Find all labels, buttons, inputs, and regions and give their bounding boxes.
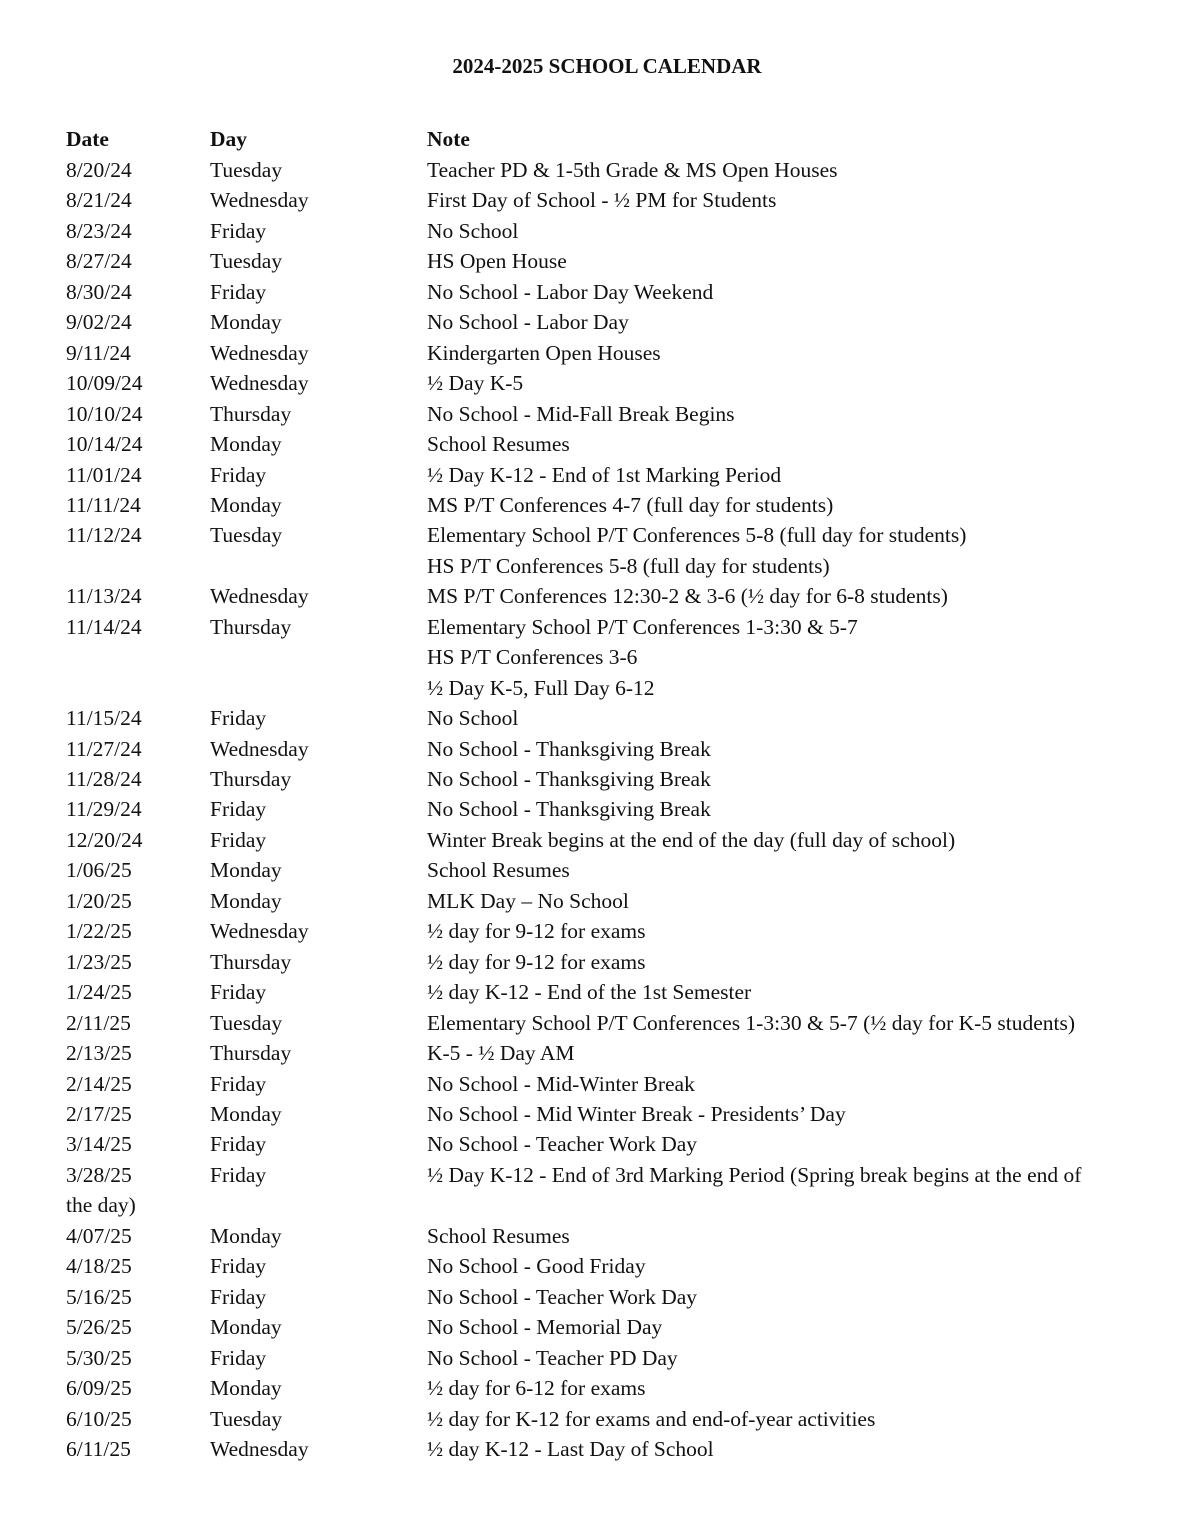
row-day: Wednesday xyxy=(210,736,309,761)
row-day: Thursday xyxy=(210,401,292,426)
table-row xyxy=(0,551,1200,581)
row-day: Monday xyxy=(210,1376,282,1400)
row-date: 11/01/24 xyxy=(66,462,142,487)
row-day: Monday xyxy=(210,858,282,883)
row-day: Friday xyxy=(210,827,267,852)
table-row xyxy=(0,916,1200,946)
row-note: HS P/T Conferences 5-8 (full day for students) xyxy=(427,553,830,578)
row-day: Friday xyxy=(210,1345,267,1370)
table-row xyxy=(0,1282,1200,1312)
row-note: HS Open House xyxy=(427,249,567,274)
table-row xyxy=(0,185,1200,215)
row-note: No School - Thanksgiving Break xyxy=(427,797,711,822)
row-date: 5/16/25 xyxy=(66,1284,132,1309)
row-date: 11/28/24 xyxy=(66,767,142,791)
table-row xyxy=(0,1221,1200,1251)
row-day: Monday xyxy=(210,432,282,457)
row-note: School Resumes xyxy=(427,1223,570,1248)
row-note: School Resumes xyxy=(427,858,570,883)
row-note: No School - Good Friday xyxy=(427,1254,646,1279)
table-row xyxy=(0,429,1200,459)
row-note: Teacher PD & 1-5th Grade & MS Open Houses xyxy=(427,158,838,182)
table-row xyxy=(0,520,1200,550)
row-note: No School - Teacher Work Day xyxy=(427,1132,698,1157)
row-note: Winter Break begins at the end of the day (full day of school) xyxy=(427,827,956,852)
header-note: Note xyxy=(427,127,470,151)
row-date: 9/11/24 xyxy=(66,340,131,365)
row-note: ½ Day K-5, Full Day 6-12 xyxy=(427,675,655,700)
row-note: K-5 - ½ Day AM xyxy=(427,1041,575,1065)
table-row xyxy=(0,1404,1200,1434)
row-note: No School - Mid-Winter Break xyxy=(427,1071,695,1096)
table-row xyxy=(0,216,1200,246)
table-row xyxy=(0,581,1200,611)
table-row xyxy=(0,642,1200,672)
row-note: MS P/T Conferences 12:30-2 & 3-6 (½ day for 6-8 students) xyxy=(427,584,948,609)
row-date: 6/10/25 xyxy=(66,1406,132,1431)
row-day: Friday xyxy=(210,1284,267,1309)
row-day: Tuesday xyxy=(210,523,283,548)
table-row xyxy=(0,1008,1200,1038)
row-day: Thursday xyxy=(210,614,292,639)
row-note: ½ day for 6-12 for exams xyxy=(427,1376,646,1400)
table-row xyxy=(0,825,1200,855)
row-note: No School xyxy=(427,706,519,731)
row-day: Friday xyxy=(210,980,267,1005)
row-date: 6/09/25 xyxy=(66,1376,132,1400)
row-day: Wednesday xyxy=(210,584,309,609)
table-row xyxy=(0,794,1200,824)
row-date: 4/07/25 xyxy=(66,1223,132,1248)
row-date: 5/30/25 xyxy=(66,1345,132,1370)
table-row xyxy=(0,1129,1200,1159)
table-row xyxy=(0,1343,1200,1373)
table-row xyxy=(0,1312,1200,1342)
row-day: Monday xyxy=(210,310,282,335)
row-day: Monday xyxy=(210,1101,282,1126)
row-date: 11/13/24 xyxy=(66,584,142,609)
row-note: Kindergarten Open Houses xyxy=(427,340,661,365)
row-day: Tuesday xyxy=(210,249,283,274)
header-date: Date xyxy=(66,127,109,151)
table-row xyxy=(0,734,1200,764)
table-row xyxy=(0,977,1200,1007)
row-note: Elementary School P/T Conferences 5-8 (full day for students) xyxy=(427,523,967,548)
row-date: 1/06/25 xyxy=(66,858,132,883)
row-note: ½ day for 9-12 for exams xyxy=(427,949,646,974)
table-row xyxy=(0,399,1200,429)
row-day: Friday xyxy=(210,218,267,243)
row-date: 11/29/24 xyxy=(66,797,142,822)
row-day: Thursday xyxy=(210,767,292,791)
table-row xyxy=(0,368,1200,398)
row-date: 11/11/24 xyxy=(66,492,141,517)
row-date: 2/13/25 xyxy=(66,1041,132,1065)
row-day: Monday xyxy=(210,888,282,913)
row-note: No School - Mid-Fall Break Begins xyxy=(427,401,735,426)
row-date: 11/14/24 xyxy=(66,614,142,639)
table-row xyxy=(0,1373,1200,1403)
table-row xyxy=(0,246,1200,276)
row-note: ½ Day K-5 xyxy=(427,371,524,396)
row-note: HS P/T Conferences 3-6 xyxy=(427,645,638,670)
row-date: 3/14/25 xyxy=(66,1132,132,1157)
row-date: 10/14/24 xyxy=(66,432,143,457)
table-row xyxy=(0,764,1200,794)
table-row xyxy=(0,1069,1200,1099)
row-note: ½ day K-12 - End of the 1st Semester xyxy=(427,980,752,1005)
row-date: 4/18/25 xyxy=(66,1254,132,1279)
row-date: 8/30/24 xyxy=(66,279,132,304)
row-date: 2/14/25 xyxy=(66,1071,132,1096)
row-note: ½ Day K-12 - End of 3rd Marking Period (Spring break begins at the end of xyxy=(427,1162,1082,1187)
table-header xyxy=(0,124,1200,154)
row-date: 11/12/24 xyxy=(66,523,142,548)
row-date: 8/27/24 xyxy=(66,249,132,274)
row-day: Friday xyxy=(210,1254,267,1279)
row-note: ½ day for K-12 for exams and end-of-year activities xyxy=(427,1406,876,1431)
row-date: 1/22/25 xyxy=(66,919,132,944)
row-day: Friday xyxy=(210,797,267,822)
row-day: Wednesday xyxy=(210,371,309,396)
table-row xyxy=(0,338,1200,368)
table-row xyxy=(0,703,1200,733)
row-day: Friday xyxy=(210,1071,267,1096)
page-title: 2024-2025 SCHOOL CALENDAR xyxy=(452,54,762,78)
row-note: No School - Teacher Work Day xyxy=(427,1284,698,1309)
row-note: No School xyxy=(427,218,519,243)
table-row xyxy=(0,490,1200,520)
row-note: ½ day K-12 - Last Day of School xyxy=(427,1436,714,1461)
row-date: 3/28/25 xyxy=(66,1162,132,1187)
row-day: Monday xyxy=(210,492,282,517)
row-date: 1/24/25 xyxy=(66,980,132,1005)
table-row xyxy=(0,855,1200,885)
row-date: 2/17/25 xyxy=(66,1101,132,1126)
row-date: 5/26/25 xyxy=(66,1315,132,1340)
row-day: Friday xyxy=(210,462,267,487)
table-row xyxy=(0,673,1200,703)
row-day: Thursday xyxy=(210,1041,292,1065)
row-note: No School - Thanksgiving Break xyxy=(427,736,711,761)
table-row xyxy=(0,947,1200,977)
row-date: the day) xyxy=(66,1193,136,1218)
row-day: Friday xyxy=(210,1132,267,1157)
row-date: 8/21/24 xyxy=(66,188,132,213)
row-day: Wednesday xyxy=(210,919,309,944)
row-day: Friday xyxy=(210,1162,267,1187)
table-row xyxy=(0,1434,1200,1464)
header-day: Day xyxy=(210,127,248,151)
row-note: No School - Thanksgiving Break xyxy=(427,767,711,791)
row-date: 2/11/25 xyxy=(66,1010,131,1035)
table-row xyxy=(0,1160,1200,1190)
row-date: 11/27/24 xyxy=(66,736,142,761)
row-day: Friday xyxy=(210,279,267,304)
row-note: Elementary School P/T Conferences 1-3:30 & 5-7 (½ day for K-5 students) xyxy=(427,1010,1076,1035)
row-note: MLK Day – No School xyxy=(427,888,629,913)
row-note: MS P/T Conferences 4-7 (full day for students) xyxy=(427,492,834,517)
table-row xyxy=(0,1190,1200,1220)
row-day: Monday xyxy=(210,1315,282,1340)
table-row xyxy=(0,1099,1200,1129)
table-row xyxy=(0,1038,1200,1068)
table-row xyxy=(0,460,1200,490)
row-day: Tuesday xyxy=(210,158,283,182)
row-day: Wednesday xyxy=(210,188,309,213)
row-date: 11/15/24 xyxy=(66,706,142,731)
table-row xyxy=(0,886,1200,916)
row-day: Wednesday xyxy=(210,340,309,365)
row-note: No School - Labor Day xyxy=(427,310,629,335)
row-date: 6/11/25 xyxy=(66,1436,131,1461)
row-date: 10/10/24 xyxy=(66,401,143,426)
row-day: Tuesday xyxy=(210,1406,283,1431)
row-note: No School - Labor Day Weekend xyxy=(427,279,714,304)
row-day: Wednesday xyxy=(210,1436,309,1461)
row-note: No School - Memorial Day xyxy=(427,1315,663,1340)
table-row xyxy=(0,612,1200,642)
row-note: ½ Day K-12 - End of 1st Marking Period xyxy=(427,462,782,487)
row-note: ½ day for 9-12 for exams xyxy=(427,919,646,944)
row-date: 8/20/24 xyxy=(66,158,132,182)
table-row xyxy=(0,277,1200,307)
row-note: First Day of School - ½ PM for Students xyxy=(427,188,777,213)
row-date: 10/09/24 xyxy=(66,371,143,396)
row-day: Friday xyxy=(210,706,267,731)
table-row xyxy=(0,1251,1200,1281)
row-date: 1/20/25 xyxy=(66,888,132,913)
row-date: 1/23/25 xyxy=(66,949,132,974)
row-note: No School - Mid Winter Break - Presidents’ Day xyxy=(427,1101,846,1126)
row-note: School Resumes xyxy=(427,432,570,457)
row-day: Thursday xyxy=(210,949,292,974)
row-note: No School - Teacher PD Day xyxy=(427,1345,678,1370)
row-note: Elementary School P/T Conferences 1-3:30 & 5-7 xyxy=(427,614,858,639)
row-date: 12/20/24 xyxy=(66,827,143,852)
table-row xyxy=(0,307,1200,337)
row-date: 9/02/24 xyxy=(66,310,132,335)
row-date: 8/23/24 xyxy=(66,218,132,243)
row-day: Monday xyxy=(210,1223,282,1248)
row-day: Tuesday xyxy=(210,1010,283,1035)
table-row xyxy=(0,155,1200,185)
